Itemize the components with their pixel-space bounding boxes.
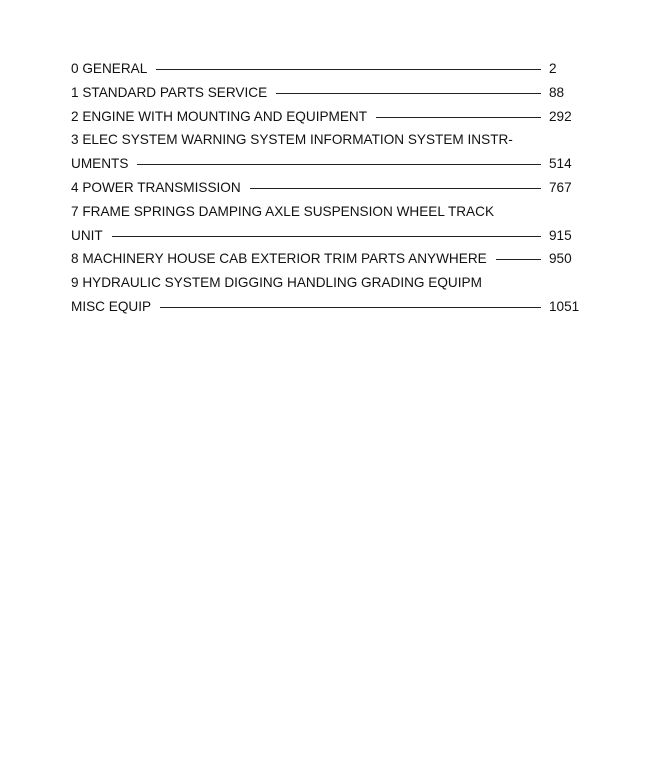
toc-entry-title: 2 ENGINE WITH MOUNTING AND EQUIPMENT [71, 108, 368, 124]
toc-entry-title: 7 FRAME SPRINGS DAMPING AXLE SUSPENSION WHEEL TRACK [71, 203, 495, 219]
toc-leader-line [112, 236, 541, 237]
toc-entry-engine[interactable] [71, 105, 583, 129]
toc-entry-title: 4 POWER TRANSMISSION [71, 179, 241, 195]
toc-entry-standard-parts-service[interactable] [71, 81, 583, 105]
toc-leader-line [376, 117, 541, 118]
toc-entry-title: 3 ELEC SYSTEM WARNING SYSTEM INFORMATION SYSTEM INSTR- [71, 132, 513, 148]
toc-entry-machinery-house[interactable] [71, 247, 583, 271]
toc-entry-title-continued: UNIT [71, 227, 103, 243]
toc-page-number: 2 [549, 61, 557, 76]
toc-page-number: 950 [549, 251, 572, 267]
toc-leader-line [160, 307, 541, 308]
toc-page-number: 88 [549, 84, 565, 100]
toc-entry-hydraulic-system[interactable] [71, 295, 583, 319]
toc-leader-line [496, 259, 541, 260]
toc-entry-power-transmission[interactable] [71, 176, 583, 200]
table-of-contents [71, 57, 583, 319]
toc-page-number: 1051 [549, 298, 580, 314]
toc-page-number: 514 [549, 156, 572, 172]
toc-page-number: 767 [549, 179, 572, 195]
toc-entry-elec-system[interactable] [71, 152, 583, 176]
toc-leader-line [276, 93, 541, 94]
toc-entry-title: 9 HYDRAULIC SYSTEM DIGGING HANDLING GRADING EQUIPM [71, 275, 482, 291]
toc-entry-title: 8 MACHINERY HOUSE CAB EXTERIOR TRIM PARTS ANYWHERE [71, 251, 487, 267]
toc-entry-general[interactable] [71, 57, 583, 81]
toc-leader-line [156, 69, 541, 70]
toc-leader-line [137, 164, 541, 165]
toc-entry-frame-springs-line-1[interactable] [71, 200, 583, 224]
toc-entry-hydraulic-system-line-1[interactable] [71, 271, 583, 295]
toc-entry-title: 1 STANDARD PARTS SERVICE [71, 84, 268, 100]
toc-page-number: 292 [549, 108, 572, 124]
toc-entry-title-continued: UMENTS [71, 156, 129, 172]
toc-page-number: 915 [549, 227, 572, 243]
toc-entry-title: 0 GENERAL [71, 61, 148, 76]
toc-entry-elec-system-line-1[interactable] [71, 128, 583, 152]
toc-leader-line [250, 188, 541, 189]
toc-entry-frame-springs[interactable] [71, 224, 583, 248]
toc-entry-title-continued: MISC EQUIP [71, 298, 152, 314]
